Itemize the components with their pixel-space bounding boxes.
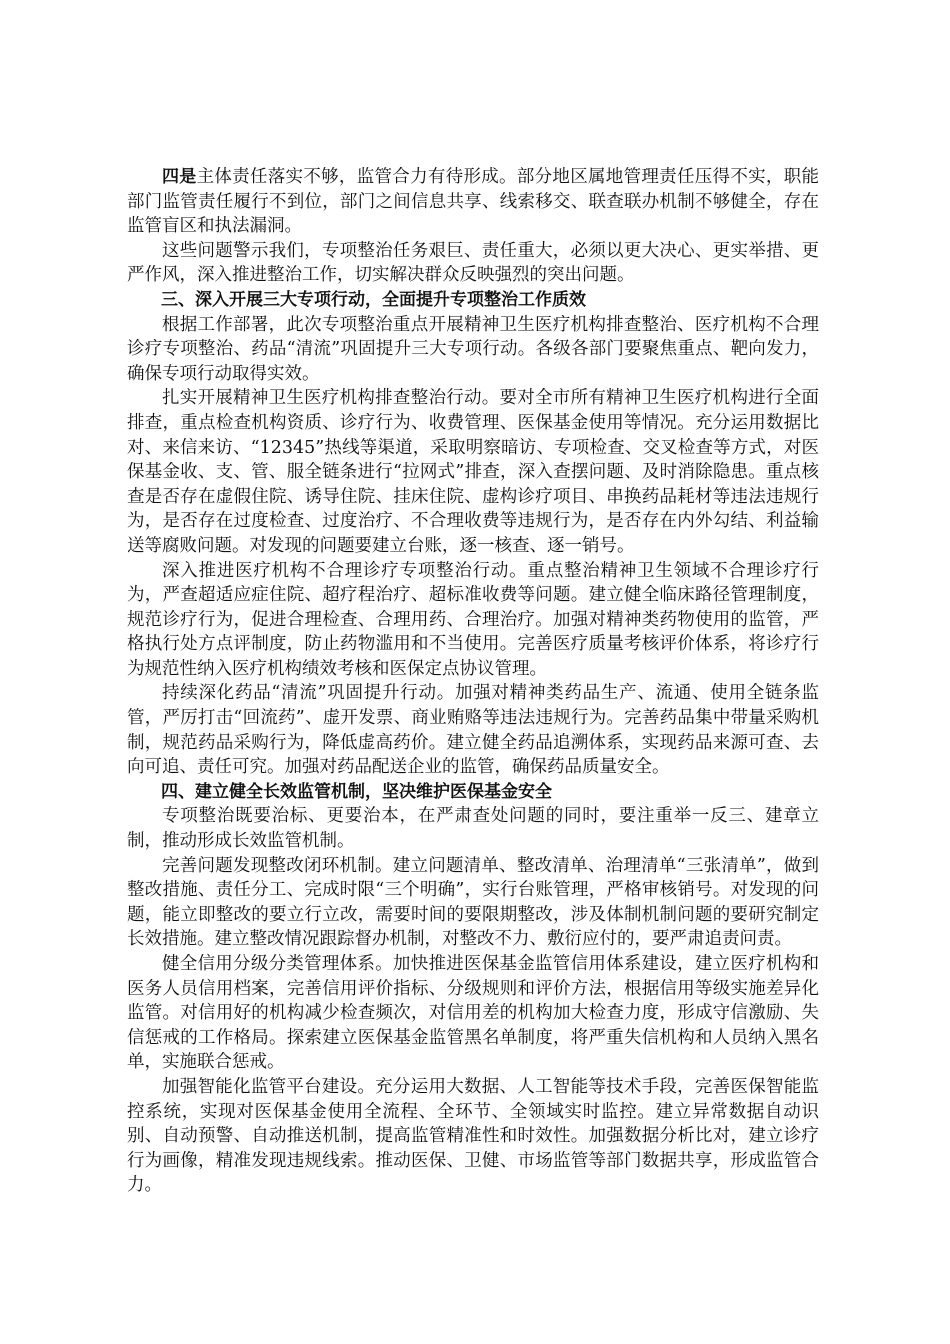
paragraph-long-term-mechanism: 专项整治既要治标、更要治本，在严肃查处问题的同时，要注重举一反三、建章立制，推动形成长效监管机制。 bbox=[127, 806, 819, 852]
paragraph-work-deployment: 根据工作部署，此次专项整治重点开展精神卫生医疗机构排查整治、医疗机构不合理诊疗专项整治、药品“清流”巩固提升三大专项行动。各级各部门要聚焦重点、靶向发力，确保专项行动取得实效。 bbox=[127, 314, 819, 384]
section-heading-3: 三、深入开展三大专项行动，全面提升专项整治工作质效 bbox=[161, 289, 586, 310]
paragraph-warning: 这些问题警示我们，专项整治任务艰巨、责任重大，必须以更大决心、更实举措、更严作风，深入推进整治工作，切实解决群众反映强烈的突出问题。 bbox=[127, 240, 819, 286]
paragraph-lead: 四是 bbox=[162, 167, 197, 187]
paragraph-drug-clean-stream: 持续深化药品“清流”巩固提升行动。加强对精神类药品生产、流通、使用全链条监管，严厉打击“回流药”、虚开发票、商业贿赂等违法违规行为。完善药品集中带量采购机制，规范药品采购行为，降低虚高药价。建立健全药品追溯体系，实现药品来源可查、去向可追、责任可究。加强对药品配送企业的监管，确保药品质量安全。 bbox=[127, 683, 819, 778]
paragraph-text: 主体责任落实不够，监管合力有待形成。部分地区属地管理责任压得不实，职能部门监管责任履行不到位，部门之间信息共享、线索移交、联查联办机制不够健全，存在监管盲区和执法漏洞。 bbox=[127, 167, 820, 237]
paragraph-mental-health-inspection: 扎实开展精神卫生医疗机构排查整治行动。要对全市所有精神卫生医疗机构进行全面排查，重点检查机构资质、诊疗行为、收费管理、医保基金使用等情况。充分运用数据比对、来信来访、“12345”热线等渠道，采取明察暗访、专项检查、交叉检查等方式，对医保基金收、支、管、服全链条进行“拉网式”排查，深入查摆问题、及时消除隐患。重点核查是否存在虚假住院、诱导住院、挂床住院、虚构诊疗项目、串换药品耗材等违法违规行为，是否存在过度检查、过度治疗、不合理收费等违规行为，是否存在内外勾结、利益输送等腐败问题。对发现的问题要建立台账，逐一核查、逐一销号。 bbox=[127, 388, 819, 556]
paragraph-main-responsibility bbox=[127, 165, 819, 239]
paragraph-credit-management: 健全信用分级分类管理体系。加快推进医保基金监管信用体系建设，建立医疗机构和医务人员信用档案，完善信用评价指标、分级规则和评价方法，根据信用等级实施差异化监管。对信用好的机构减少检查频次，对信用差的机构加大检查力度，形成守信激励、失信惩戒的工作格局。探索建立医保基金监管黑名单制度，将严重失信机构和人员纳入黑名单，实施联合惩戒。 bbox=[127, 954, 819, 1073]
section-heading-4: 四、建立健全长效监管机制，坚决维护医保基金安全 bbox=[161, 781, 552, 802]
paragraph-smart-supervision: 加强智能化监管平台建设。充分运用大数据、人工智能等技术手段，完善医保智能监控系统，实现对医保基金使用全流程、全环节、全领域实时监控。建立异常数据自动识别、自动预警、自动推送机制，提高监管精准性和时效性。加强数据分析比对，建立诊疗行为画像，精准发现违规线索。推动医保、卫健、市场监管等部门数据共享，形成监管合力。 bbox=[127, 1076, 819, 1196]
document-page bbox=[127, 165, 819, 1198]
paragraph-closed-loop-rectification: 完善问题发现整改闭环机制。建立问题清单、整改清单、治理清单“三张清单”，做到整改措施、责任分工、完成时限“三个明确”，实行台账管理，严格审核销号。对发现的问题，能立即整改的要立行立改，需要时间的要限期整改，涉及体制机制问题的要研究制定长效措施。建立整改情况跟踪督办机制，对整改不力、敷衍应付的，要严肃追责问责。 bbox=[127, 855, 819, 950]
paragraph-unreasonable-treatment: 深入推进医疗机构不合理诊疗专项整治行动。重点整治精神卫生领域不合理诊疗行为，严查超适应症住院、超疗程治疗、超标准收费等问题。建立健全临床路径管理制度，规范诊疗行为，促进合理检查、合理用药、合理治疗。加强对精神类药物使用的监管，严格执行处方点评制度，防止药物滥用和不当使用。完善医疗质量考核评价体系，将诊疗行为规范性纳入医疗机构绩效考核和医保定点协议管理。 bbox=[127, 560, 819, 679]
